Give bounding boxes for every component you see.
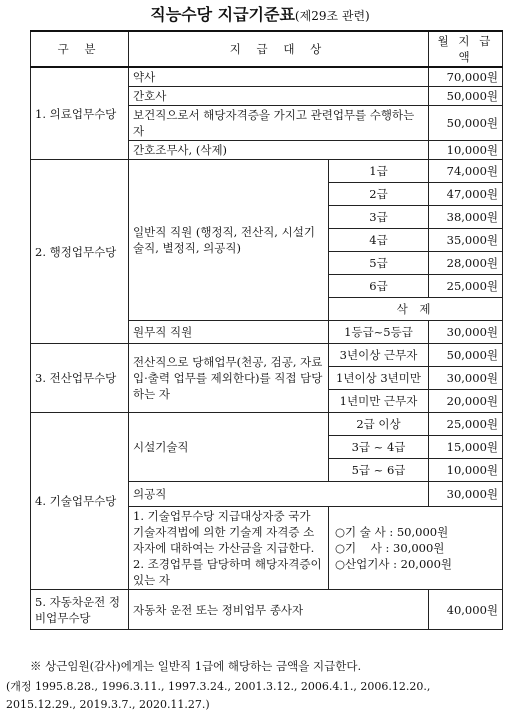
grade-cell: 1급 xyxy=(329,160,429,183)
header-amount: 월 지 급 액 xyxy=(429,31,503,67)
grade-cell: 6급 xyxy=(329,275,429,298)
amount-cell: 30,000원 xyxy=(429,321,503,344)
grade-cell: 3급 xyxy=(329,206,429,229)
header-category: 구 분 xyxy=(31,31,129,67)
tier-cell: 3년이상 근무자 xyxy=(329,344,429,367)
group-driving: 5. 자동차운전 정비업무수당 xyxy=(31,590,129,630)
table-row xyxy=(31,590,503,630)
grade-cell: 2급 xyxy=(329,183,429,206)
tier-cell: 1년미만 근무자 xyxy=(329,390,429,413)
extra-target-1: 1. 기술업무수당 지급대상자중 국가 기술자격법에 의한 기술계 자격증 소자자에 대하여는 가산금을 지급한다. xyxy=(133,509,315,555)
amount-cell: 25,000원 xyxy=(429,413,503,436)
table-row xyxy=(31,413,503,436)
revision-line: 2015.12.29., 2019.3.7., 2020.11.27.) xyxy=(6,698,210,711)
group-technical: 4. 기술업무수당 xyxy=(31,413,129,590)
revision-line: (개정 1995.8.28., 1996.3.11., 1997.3.24., 2001.3.12., 2006.4.1., 2006.12.20., xyxy=(6,680,431,693)
group-computing: 3. 전산업무수당 xyxy=(31,344,129,413)
tier-cell: 1년이상 3년미만 xyxy=(329,367,429,390)
table-row xyxy=(31,67,503,87)
grade-cell: 1등급~5등급 xyxy=(329,321,429,344)
footnote: ※ 상근임원(감사)에게는 일반직 1급에 해당하는 금액을 지급한다. xyxy=(30,659,362,673)
amount-cell: 47,000원 xyxy=(429,183,503,206)
amount-cell: 35,000원 xyxy=(429,229,503,252)
amount-cell: 10,000원 xyxy=(429,141,503,160)
target-cell: 시설기술직 xyxy=(129,413,329,482)
extra-amounts-cell xyxy=(329,507,503,590)
header-target: 지 급 대 상 xyxy=(129,31,429,67)
amount-cell: 38,000원 xyxy=(429,206,503,229)
amount-cell: 30,000원 xyxy=(429,482,503,507)
extra-amount: ○기 사 : 30,000원 xyxy=(335,541,445,555)
extra-target-2: 2. 조경업무를 담당하며 해당자격증이 있는 자 xyxy=(133,557,322,587)
title-sub: (제29조 관련) xyxy=(294,9,370,23)
target-cell: 자동차 운전 또는 정비업무 종사자 xyxy=(129,590,429,630)
revision-history xyxy=(6,678,516,714)
target-cell: 일반직 직원 (행정직, 전산직, 시설기술직, 별정직, 의공직) xyxy=(129,160,329,321)
amount-cell: 50,000원 xyxy=(429,87,503,106)
header-row xyxy=(31,31,503,67)
amount-cell: 20,000원 xyxy=(429,390,503,413)
amount-cell: 28,000원 xyxy=(429,252,503,275)
tier-cell: 2급 이상 xyxy=(329,413,429,436)
title-main: 직능수당 지급기준표 xyxy=(150,5,295,24)
amount-cell: 25,000원 xyxy=(429,275,503,298)
group-medical: 1. 의료업무수당 xyxy=(31,67,129,160)
target-cell: 약사 xyxy=(129,67,429,87)
amount-cell: 70,000원 xyxy=(429,67,503,87)
amount-cell: 50,000원 xyxy=(429,344,503,367)
group-admin: 2. 행정업무수당 xyxy=(31,160,129,344)
target-cell: 간호조무사, (삭제) xyxy=(129,141,429,160)
amount-cell: 74,000원 xyxy=(429,160,503,183)
deleted-cell: 삭 제 xyxy=(329,298,503,321)
target-cell xyxy=(129,507,329,590)
extra-amount: ○기 술 사 : 50,000원 xyxy=(335,525,449,539)
amount-cell: 10,000원 xyxy=(429,459,503,482)
grade-cell: 5급 xyxy=(329,252,429,275)
tier-cell: 3급 ~ 4급 xyxy=(329,436,429,459)
grade-cell: 4급 xyxy=(329,229,429,252)
table-row xyxy=(31,160,503,183)
extra-amount: ○산업기사 : 20,000원 xyxy=(335,557,453,571)
target-cell: 전산직으로 당해업무(천공, 검공, 자료입·출력 업무를 제외한다)를 직접 담당하는 자 xyxy=(129,344,329,413)
allowance-table xyxy=(30,30,503,630)
amount-cell: 30,000원 xyxy=(429,367,503,390)
table-row xyxy=(31,344,503,367)
amount-cell: 15,000원 xyxy=(429,436,503,459)
target-cell: 의공직 xyxy=(129,482,429,507)
amount-cell: 40,000원 xyxy=(429,590,503,630)
target-cell: 보건직으로서 해당자격증을 가지고 관련업무를 수행하는 자 xyxy=(129,106,429,141)
target-cell: 원무직 직원 xyxy=(129,321,329,344)
page-title xyxy=(0,2,520,25)
tier-cell: 5급 ~ 6급 xyxy=(329,459,429,482)
amount-cell: 50,000원 xyxy=(429,106,503,141)
target-cell: 간호사 xyxy=(129,87,429,106)
